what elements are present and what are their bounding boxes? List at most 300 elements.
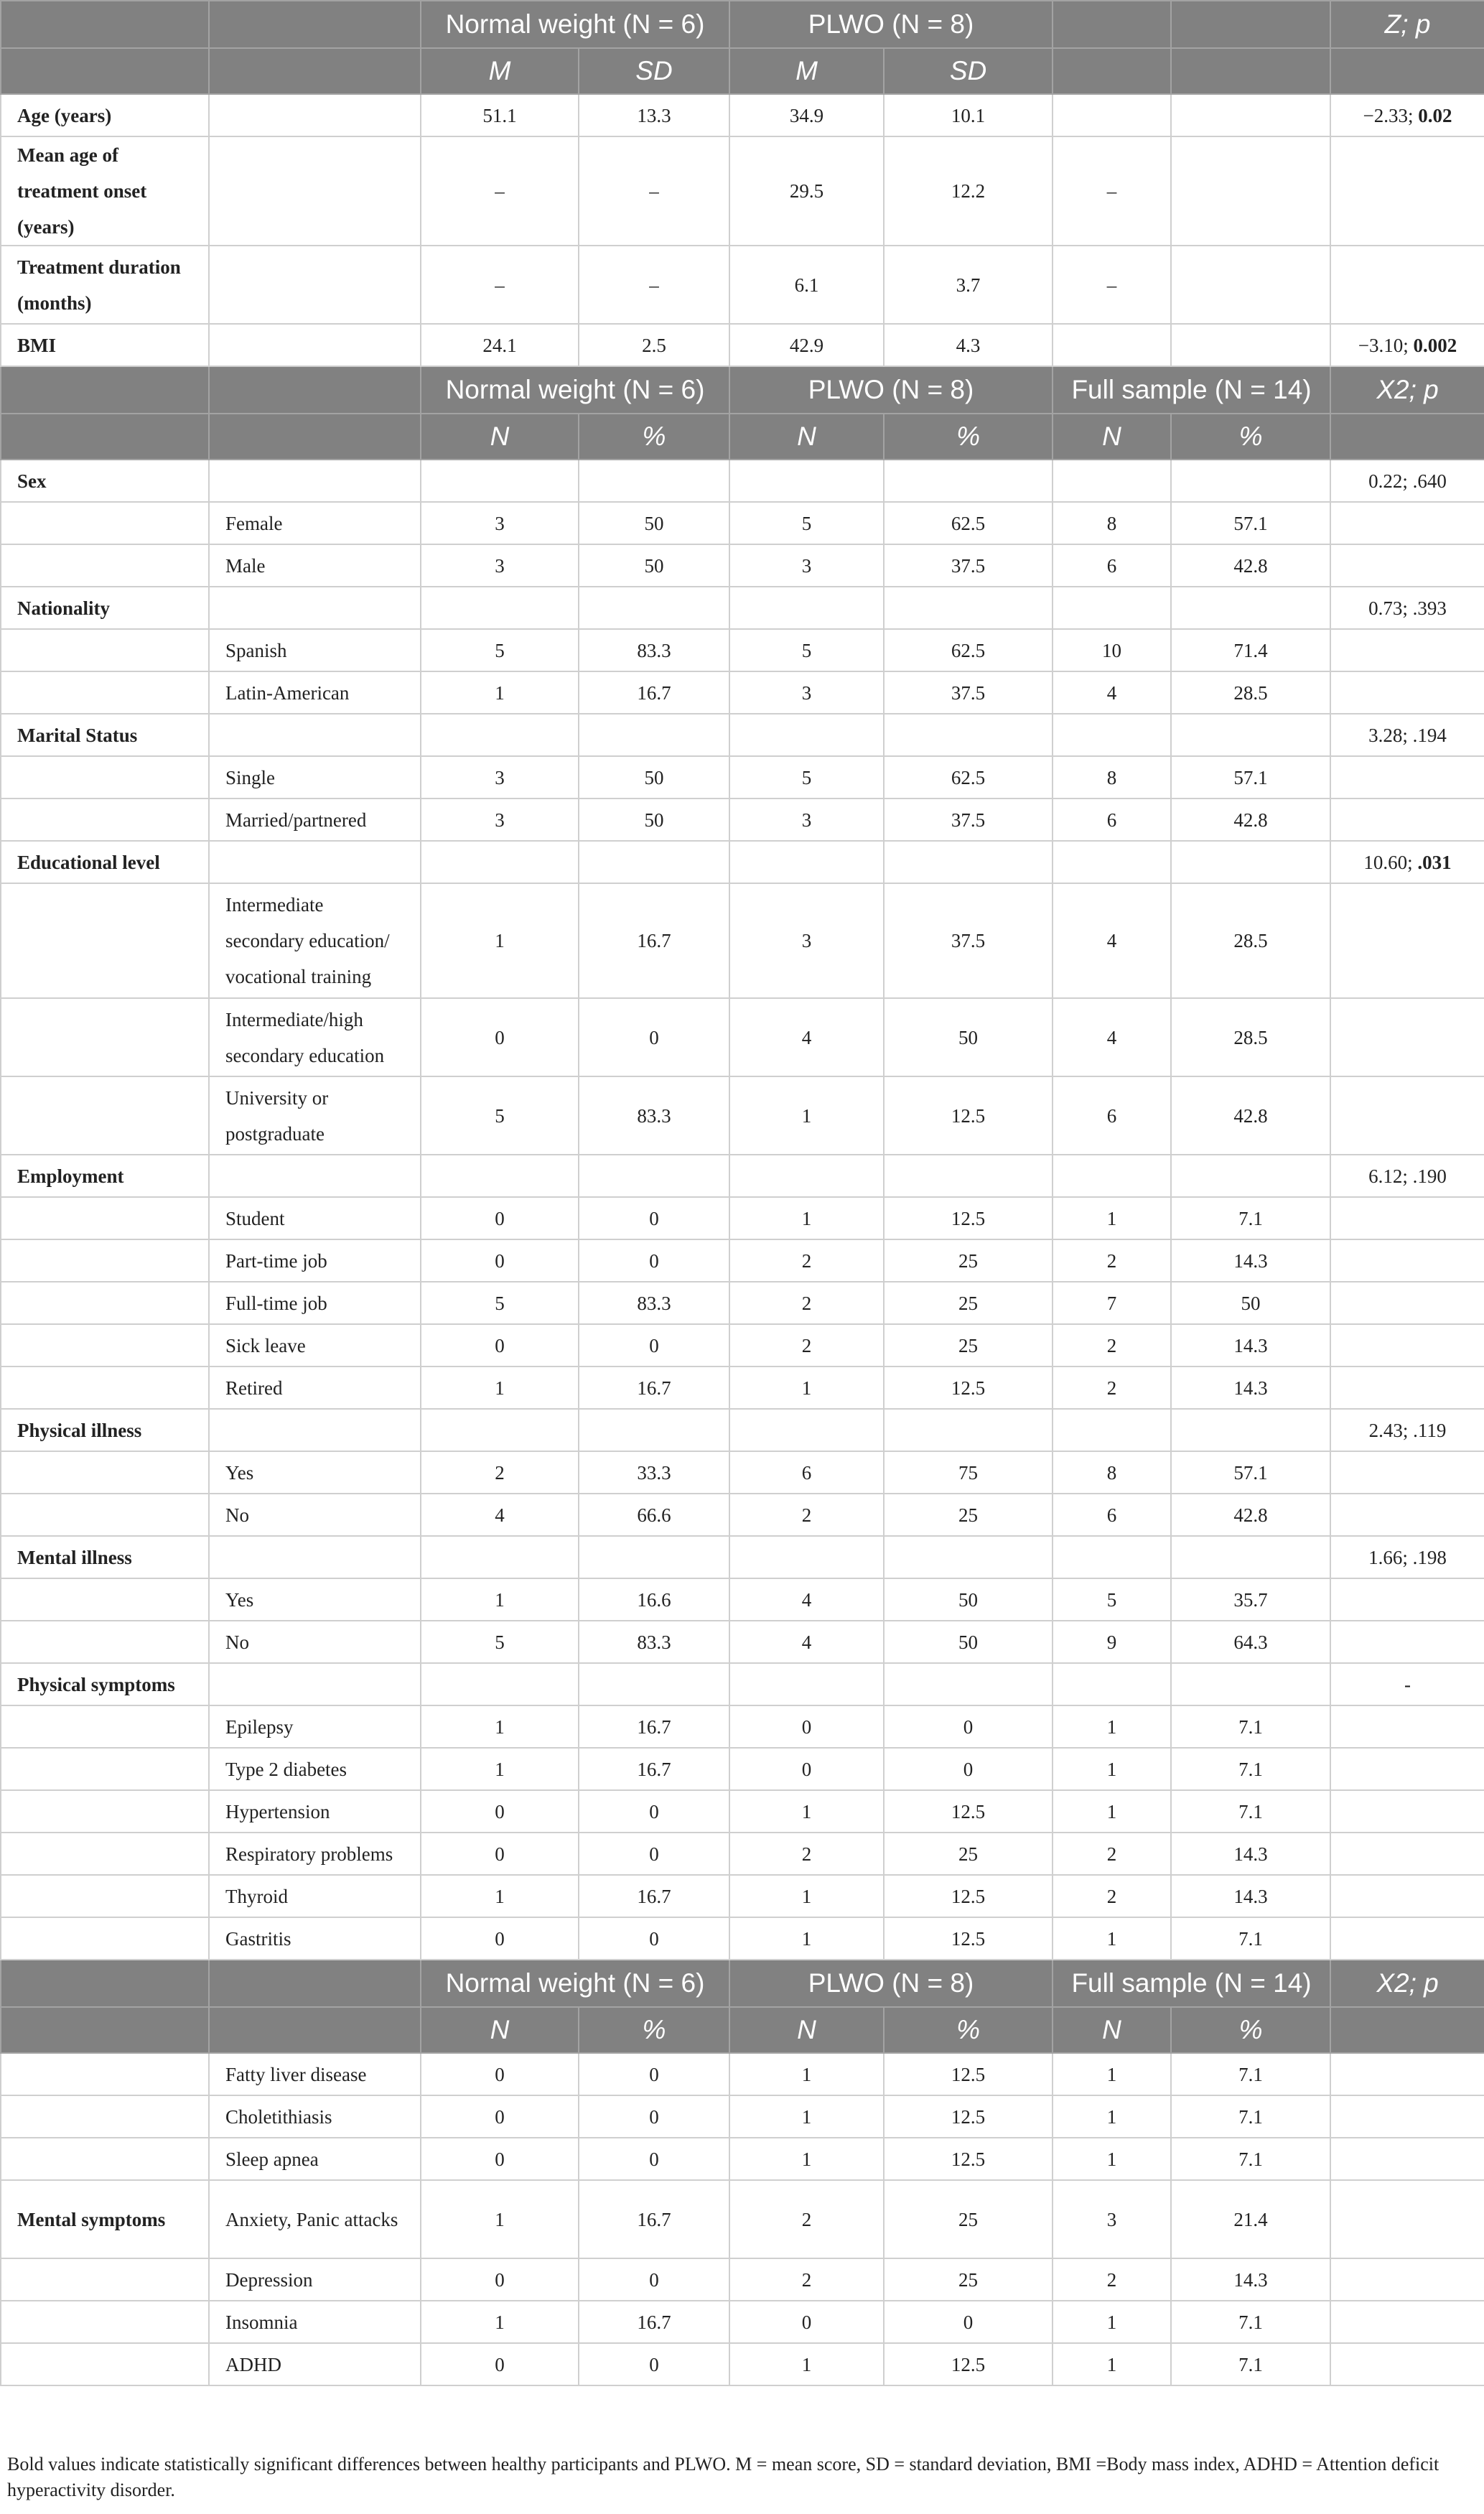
value-cell: 64.3 (1171, 1621, 1330, 1663)
header-blank (209, 1, 421, 48)
row-sublabel (209, 324, 421, 366)
value-cell: 37.5 (884, 671, 1053, 714)
value-cell (729, 460, 884, 502)
value-cell: 8 (1053, 1451, 1171, 1494)
value-cell: 34.9 (729, 94, 884, 136)
row-label: Treatment duration (months) (1, 246, 209, 324)
value-cell: 4 (729, 1621, 884, 1663)
value-cell: 25 (884, 1833, 1053, 1875)
value-cell: 1 (729, 2343, 884, 2385)
value-cell: 1 (729, 2053, 884, 2095)
row-sublabel: No (209, 1494, 421, 1536)
row-sublabel: ADHD (209, 2343, 421, 2385)
header-blank (1053, 1, 1171, 48)
subheader-cell: % (579, 2007, 729, 2053)
row-sublabel (209, 246, 421, 324)
value-cell (1053, 460, 1171, 502)
value-cell: 0 (884, 1705, 1053, 1748)
subheader-cell: N (1053, 2007, 1171, 2053)
value-cell: 7.1 (1171, 2343, 1330, 2385)
value-cell: – (421, 136, 579, 246)
value-cell: 0 (729, 1748, 884, 1790)
value-cell: 0 (421, 998, 579, 1076)
header-group-normal-weight: Normal weight (N = 6) (421, 1960, 729, 2007)
value-cell: 1 (421, 1705, 579, 1748)
header-blank (1, 366, 209, 414)
header-statistic: Z; p (1330, 1, 1484, 48)
value-cell: 0 (579, 2053, 729, 2095)
subheader-cell: % (884, 2007, 1053, 2053)
value-cell: 12.5 (884, 1076, 1053, 1155)
subheader-cell: N (421, 2007, 579, 2053)
value-cell: 2 (1053, 1367, 1171, 1409)
table-row (1, 1875, 1484, 1917)
value-cell: 0 (421, 2095, 579, 2138)
value-cell: 7 (1053, 1282, 1171, 1324)
row-sublabel: Depression (209, 2258, 421, 2301)
value-cell (1171, 1155, 1330, 1197)
value-cell: – (421, 246, 579, 324)
header-group-plwo: PLWO (N = 8) (729, 366, 1053, 414)
statistic-cell (1330, 544, 1484, 587)
value-cell: 37.5 (884, 544, 1053, 587)
value-cell (1171, 1536, 1330, 1578)
value-cell (421, 1663, 579, 1705)
row-sublabel (209, 587, 421, 629)
statistic-cell (1330, 1282, 1484, 1324)
value-cell: 1 (729, 1875, 884, 1917)
value-cell: 2 (1053, 1324, 1171, 1367)
subheader-cell (1330, 414, 1484, 460)
header-statistic: X2; p (1330, 1960, 1484, 2007)
statistic-cell (1330, 136, 1484, 246)
value-cell: 3 (421, 799, 579, 841)
header-blank (1, 1960, 209, 2007)
value-cell (884, 1536, 1053, 1578)
table-row (1, 671, 1484, 714)
table-row (1, 1578, 1484, 1621)
value-cell: 66.6 (579, 1494, 729, 1536)
table-footnote: Bold values indicate statistically significant differences between healthy participants and PLWO. M = mean score, SD = standard deviation, BMI =Body mass index, ADHD = Attention deficit hyperactivity disorder. (7, 2454, 1439, 2500)
value-cell: 5 (729, 629, 884, 671)
value-cell: 2 (729, 2258, 884, 2301)
value-cell (1053, 94, 1171, 136)
value-cell: 62.5 (884, 629, 1053, 671)
row-label (1, 629, 209, 671)
value-cell (1171, 246, 1330, 324)
value-cell: 1 (1053, 1197, 1171, 1239)
table-row (1, 2301, 1484, 2343)
table-row (1, 1076, 1484, 1155)
value-cell: 50 (579, 502, 729, 544)
header-blank (1171, 1, 1330, 48)
value-cell (1053, 1663, 1171, 1705)
subheader-cell: SD (884, 48, 1053, 94)
subheader-cell (1330, 48, 1484, 94)
value-cell: 4 (1053, 883, 1171, 998)
statistic-cell (1330, 1748, 1484, 1790)
value-cell: 3 (1053, 2180, 1171, 2258)
value-cell: 6.1 (729, 246, 884, 324)
row-sublabel: Full-time job (209, 1282, 421, 1324)
statistic-cell (1330, 1578, 1484, 1621)
value-cell: 57.1 (1171, 1451, 1330, 1494)
value-cell: 0 (579, 998, 729, 1076)
statistic-cell (1330, 1536, 1484, 1578)
table-row (1, 756, 1484, 799)
value-cell: 16.7 (579, 1705, 729, 1748)
row-sublabel: Insomnia (209, 2301, 421, 2343)
value-cell: 3 (729, 671, 884, 714)
value-cell: 8 (1053, 502, 1171, 544)
statistic-cell (1330, 671, 1484, 714)
value-cell (884, 841, 1053, 883)
value-cell: 42.8 (1171, 1076, 1330, 1155)
statistic-cell (1330, 2301, 1484, 2343)
subheader-cell (1, 414, 209, 460)
row-label (1, 1621, 209, 1663)
value-cell: 75 (884, 1451, 1053, 1494)
statistic-cell (1330, 587, 1484, 629)
value-cell: 50 (884, 998, 1053, 1076)
row-label (1, 502, 209, 544)
value-cell: 4 (1053, 998, 1171, 1076)
value-cell (1171, 714, 1330, 756)
statistic-cell (1330, 1409, 1484, 1451)
value-cell: 83.3 (579, 1282, 729, 1324)
statistic-cell (1330, 94, 1484, 136)
value-cell: 16.7 (579, 1748, 729, 1790)
table-row (1, 324, 1484, 366)
table-row (1, 1748, 1484, 1790)
value-cell (729, 1536, 884, 1578)
value-cell: 1 (1053, 1748, 1171, 1790)
value-cell (884, 1663, 1053, 1705)
row-sublabel: Student (209, 1197, 421, 1239)
statistic-cell (1330, 1076, 1484, 1155)
subheader-cell (1171, 48, 1330, 94)
value-cell: 0 (579, 2095, 729, 2138)
row-sublabel: Spanish (209, 629, 421, 671)
value-cell: 16.7 (579, 671, 729, 714)
value-cell: 33.3 (579, 1451, 729, 1494)
row-label: Physical symptoms (1, 1663, 209, 1705)
subheader-cell: N (1053, 414, 1171, 460)
row-label (1, 1917, 209, 1960)
value-cell: 28.5 (1171, 671, 1330, 714)
table-row (1, 1367, 1484, 1409)
value-cell: 0 (421, 2258, 579, 2301)
value-cell (579, 587, 729, 629)
value-cell: 7.1 (1171, 1197, 1330, 1239)
row-sublabel (209, 1536, 421, 1578)
subheader-cell: % (1171, 414, 1330, 460)
table-row (1, 1917, 1484, 1960)
value-cell: 14.3 (1171, 1833, 1330, 1875)
row-sublabel: Yes (209, 1451, 421, 1494)
table-row (1, 2343, 1484, 2385)
table-row (1, 1663, 1484, 1705)
table-row (1, 460, 1484, 502)
value-cell: 9 (1053, 1621, 1171, 1663)
value-cell: 14.3 (1171, 1367, 1330, 1409)
value-cell: 7.1 (1171, 2095, 1330, 2138)
value-cell: 0 (421, 1239, 579, 1282)
table-row (1, 2258, 1484, 2301)
value-cell: 1 (1053, 1917, 1171, 1960)
row-sublabel: Part-time job (209, 1239, 421, 1282)
value-cell: 16.7 (579, 883, 729, 998)
table-row (1, 998, 1484, 1076)
value-cell: 12.5 (884, 1367, 1053, 1409)
row-label (1, 1239, 209, 1282)
value-cell: 83.3 (579, 1621, 729, 1663)
row-label (1, 2138, 209, 2180)
statistic-cell (1330, 246, 1484, 324)
subheader-cell: M (729, 48, 884, 94)
value-cell: 12.5 (884, 2053, 1053, 2095)
value-cell (579, 1663, 729, 1705)
value-cell: 16.7 (579, 2180, 729, 2258)
row-label (1, 1076, 209, 1155)
row-sublabel: Type 2 diabetes (209, 1748, 421, 1790)
table-row (1, 1833, 1484, 1875)
value-cell: 3 (729, 544, 884, 587)
row-sublabel: Thyroid (209, 1875, 421, 1917)
statistic-cell (1330, 998, 1484, 1076)
statistic-value: 2.43; .119 (1368, 1419, 1447, 1441)
value-cell: 12.5 (884, 1875, 1053, 1917)
value-cell: 14.3 (1171, 1875, 1330, 1917)
statistic-cell (1330, 2180, 1484, 2258)
statistic-cell (1330, 324, 1484, 366)
row-sublabel: Female (209, 502, 421, 544)
value-cell: 2.5 (579, 324, 729, 366)
value-cell: 50 (884, 1621, 1053, 1663)
header-blank (209, 366, 421, 414)
value-cell: 1 (729, 1197, 884, 1239)
row-label (1, 2258, 209, 2301)
row-sublabel: Sick leave (209, 1324, 421, 1367)
value-cell: – (1053, 136, 1171, 246)
value-cell: 2 (421, 1451, 579, 1494)
value-cell (884, 714, 1053, 756)
value-cell: 3.7 (884, 246, 1053, 324)
value-cell: 0 (579, 2258, 729, 2301)
row-sublabel: Gastritis (209, 1917, 421, 1960)
table-row (1, 502, 1484, 544)
row-label (1, 998, 209, 1076)
value-cell: 71.4 (1171, 629, 1330, 671)
table-row (1, 544, 1484, 587)
value-cell: 62.5 (884, 756, 1053, 799)
statistic-cell (1330, 1875, 1484, 1917)
row-label (1, 1578, 209, 1621)
statistic-cell (1330, 460, 1484, 502)
value-cell (579, 1155, 729, 1197)
value-cell: 12.5 (884, 2138, 1053, 2180)
value-cell: 6 (1053, 1494, 1171, 1536)
row-sublabel: Married/partnered (209, 799, 421, 841)
value-cell (884, 587, 1053, 629)
statistic-cell (1330, 714, 1484, 756)
value-cell: 12.5 (884, 1917, 1053, 1960)
value-cell: 42.8 (1171, 799, 1330, 841)
value-cell: 29.5 (729, 136, 884, 246)
value-cell (729, 841, 884, 883)
table-row (1, 1451, 1484, 1494)
value-cell (579, 1409, 729, 1451)
value-cell: 1 (1053, 1790, 1171, 1833)
row-label: Physical illness (1, 1409, 209, 1451)
value-cell: 6 (1053, 799, 1171, 841)
value-cell (579, 460, 729, 502)
row-sublabel: Latin-American (209, 671, 421, 714)
statistic-value: - (1404, 1673, 1411, 1695)
value-cell: 16.6 (579, 1578, 729, 1621)
value-cell: 35.7 (1171, 1578, 1330, 1621)
statistic-cell (1330, 1324, 1484, 1367)
table-row (1, 1790, 1484, 1833)
statistic-cell (1330, 1790, 1484, 1833)
statistic-significant-value: 0.02 (1418, 104, 1452, 126)
value-cell (421, 1536, 579, 1578)
value-cell: 0 (421, 1324, 579, 1367)
statistic-cell (1330, 1705, 1484, 1748)
value-cell (579, 841, 729, 883)
value-cell (421, 1155, 579, 1197)
value-cell: 4 (729, 1578, 884, 1621)
statistic-value: 6.12; .190 (1368, 1165, 1447, 1187)
row-sublabel (209, 136, 421, 246)
value-cell: 1 (1053, 2138, 1171, 2180)
value-cell: 0 (579, 1833, 729, 1875)
table-row (1, 2180, 1484, 2258)
statistic-cell (1330, 841, 1484, 883)
value-cell: 0 (729, 1705, 884, 1748)
subheader-cell: % (884, 414, 1053, 460)
value-cell: 0 (421, 2053, 579, 2095)
value-cell: 0 (729, 2301, 884, 2343)
header-statistic: X2; p (1330, 366, 1484, 414)
value-cell: 2 (1053, 1239, 1171, 1282)
value-cell: 3 (421, 544, 579, 587)
row-sublabel: Single (209, 756, 421, 799)
value-cell: 1 (729, 2095, 884, 2138)
statistic-cell (1330, 1494, 1484, 1536)
value-cell: 4 (421, 1494, 579, 1536)
section-subheader-row (1, 48, 1484, 94)
value-cell: 28.5 (1171, 883, 1330, 998)
value-cell: 50 (579, 756, 729, 799)
row-label (1, 1197, 209, 1239)
value-cell (421, 460, 579, 502)
table-row (1, 94, 1484, 136)
value-cell (1171, 460, 1330, 502)
statistic-cell (1330, 883, 1484, 998)
statistic-cell (1330, 1155, 1484, 1197)
value-cell: 0 (579, 1324, 729, 1367)
subheader-cell: N (729, 2007, 884, 2053)
row-sublabel (209, 841, 421, 883)
value-cell (1171, 1409, 1330, 1451)
statistic-value: −2.33; (1363, 104, 1419, 126)
value-cell: 13.3 (579, 94, 729, 136)
value-cell (421, 1409, 579, 1451)
value-cell: 5 (729, 502, 884, 544)
value-cell: 7.1 (1171, 2053, 1330, 2095)
row-label: Nationality (1, 587, 209, 629)
statistic-cell (1330, 2343, 1484, 2385)
value-cell: 1 (729, 1076, 884, 1155)
statistic-value: 3.28; .194 (1368, 724, 1447, 746)
row-sublabel (209, 460, 421, 502)
value-cell (729, 714, 884, 756)
row-sublabel: Choletithiasis (209, 2095, 421, 2138)
value-cell: 50 (579, 544, 729, 587)
row-sublabel: Sleep apnea (209, 2138, 421, 2180)
row-label (1, 1875, 209, 1917)
value-cell: 83.3 (579, 1076, 729, 1155)
value-cell: 3 (729, 799, 884, 841)
section-header-row (1, 1, 1484, 48)
section-header-row (1, 366, 1484, 414)
value-cell (884, 460, 1053, 502)
value-cell: 42.9 (729, 324, 884, 366)
header-group-plwo: PLWO (N = 8) (729, 1, 1053, 48)
row-sublabel: Intermediate/high secondary education (209, 998, 421, 1076)
row-label (1, 1451, 209, 1494)
value-cell: 1 (729, 2138, 884, 2180)
value-cell: 0 (579, 1917, 729, 1960)
subheader-cell: M (421, 48, 579, 94)
value-cell: 12.5 (884, 2343, 1053, 2385)
value-cell: 2 (1053, 1875, 1171, 1917)
header-blank (1, 1, 209, 48)
value-cell (729, 1663, 884, 1705)
row-label: Sex (1, 460, 209, 502)
value-cell: 2 (729, 1494, 884, 1536)
row-sublabel: Hypertension (209, 1790, 421, 1833)
header-group-full-sample: Full sample (N = 14) (1053, 1960, 1330, 2007)
row-label (1, 2301, 209, 2343)
row-sublabel (209, 1409, 421, 1451)
section-subheader-row (1, 414, 1484, 460)
value-cell: 0 (421, 1197, 579, 1239)
row-sublabel: Fatty liver disease (209, 2053, 421, 2095)
value-cell (579, 714, 729, 756)
row-sublabel: Yes (209, 1578, 421, 1621)
header-blank (209, 1960, 421, 2007)
value-cell: 1 (421, 1748, 579, 1790)
value-cell: 16.7 (579, 1367, 729, 1409)
row-label (1, 1282, 209, 1324)
value-cell: 0 (884, 1748, 1053, 1790)
statistic-cell (1330, 1451, 1484, 1494)
row-sublabel (209, 1155, 421, 1197)
statistic-significant-value: 0.002 (1413, 334, 1457, 356)
row-label (1, 799, 209, 841)
statistic-cell (1330, 1197, 1484, 1239)
header-group-plwo: PLWO (N = 8) (729, 1960, 1053, 2007)
row-label: Employment (1, 1155, 209, 1197)
row-label (1, 1494, 209, 1536)
value-cell: 5 (1053, 1578, 1171, 1621)
table-row (1, 2095, 1484, 2138)
value-cell: 0 (421, 1790, 579, 1833)
subheader-cell: N (729, 414, 884, 460)
value-cell (1171, 94, 1330, 136)
